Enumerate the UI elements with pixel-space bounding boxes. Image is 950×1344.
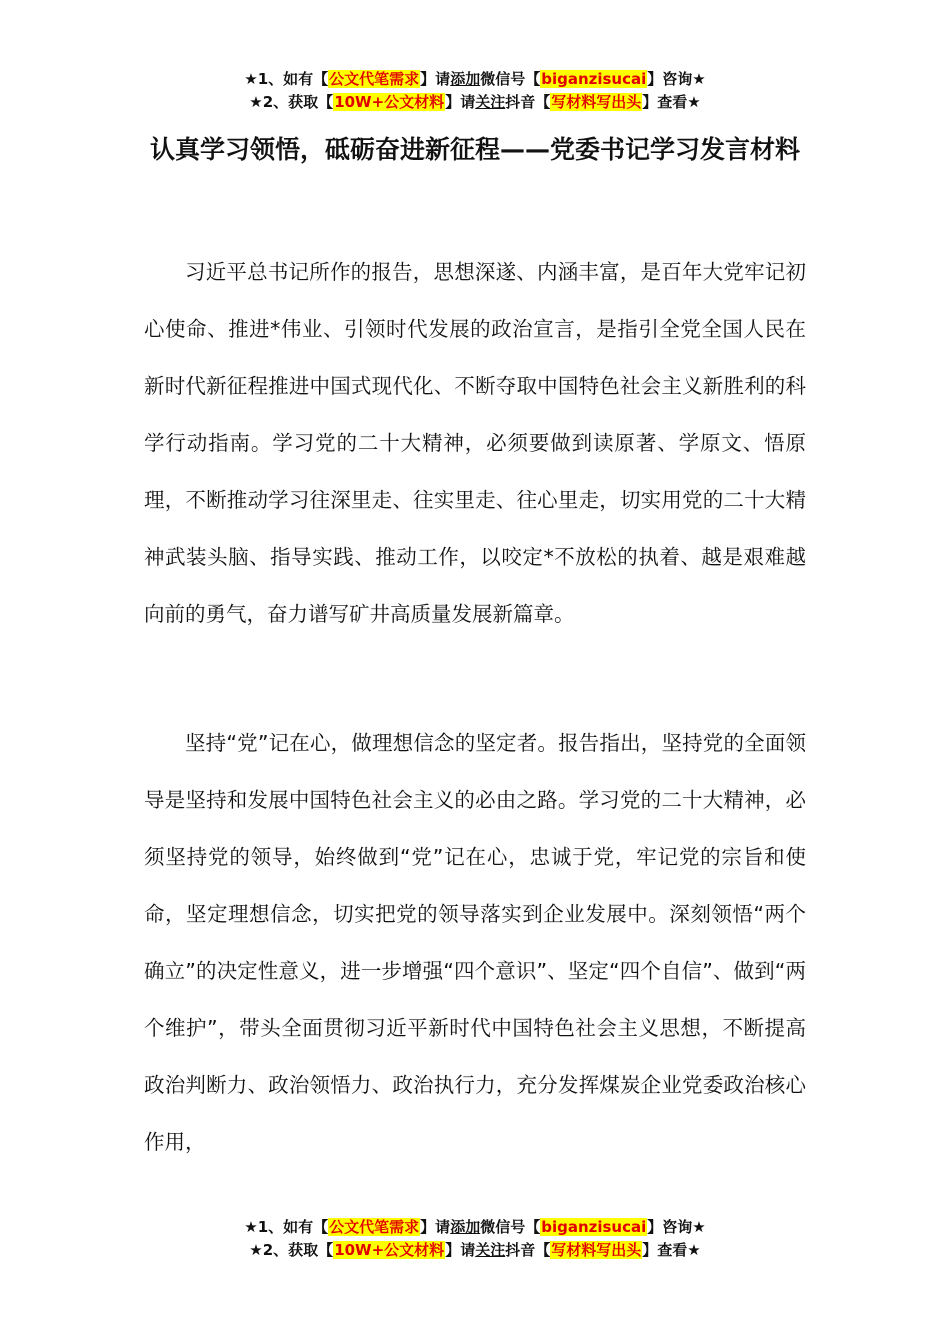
body-paragraph-2: 坚持“党”记在心，做理想信念的坚定者。报告指出，坚持党的全面领导是坚持和发展中国特色社会主义的必由之路。学习党的二十大精神，必须坚持党的领导，始终做到“党”记在心，忠诚于党，牢记党的宗旨和使命，坚定理想信念，切实把党的领导落实到企业发展中。深刻领悟“两个确立”的决定性意义，进一步增强“四个意识”、坚定“四个自信”、做到“两个维护”，带头全面贯彻习近平新时代中国特色社会主义思想，不断提高政治判断力、政治领悟力、政治执行力，充分发挥煤炭企业党委政治核心作用， bbox=[144, 731, 806, 1154]
document-title: 认真学习领悟，砥砺奋进新征程——党委书记学习发言材料 bbox=[149, 135, 800, 164]
promo-line-1: ★1、如有【公文代笔需求】请添加微信号【biganzisucai】咨询★ bbox=[244, 70, 706, 88]
promo-need-highlight: 公文代笔需求 bbox=[329, 70, 420, 88]
promo-line-2: ★2、获取【10W+公文材料】请关注抖音【写材料写出头】查看★ bbox=[249, 1241, 701, 1259]
promo-douyin-account: 写材料写出头 bbox=[551, 93, 642, 111]
promo-line-2: ★2、获取【10W+公文材料】请关注抖音【写材料写出头】查看★ bbox=[249, 93, 701, 111]
promo-need-highlight: 公文代笔需求 bbox=[329, 1218, 420, 1236]
header-promo-banner bbox=[0, 68, 950, 114]
footer-promo-banner bbox=[0, 1216, 950, 1262]
promo-line-1: ★1、如有【公文代笔需求】请添加微信号【biganzisucai】咨询★ bbox=[244, 1218, 706, 1236]
promo-wechat-id: biganzisucai bbox=[541, 70, 647, 88]
body-paragraph-1: 习近平总书记所作的报告，思想深遂、内涵丰富，是百年大党牢记初心使命、推进*伟业、引领时代发展的政治宣言，是指引全党全国人民在新时代新征程推进中国式现代化、不断夺取中国特色社会主义新胜利的科学行动指南。学习党的二十大精神，必须要做到读原著、学原文、悟原理，不断推动学习往深里走、往实里走、往心里走，切实用党的二十大精神武装头脑、指导实践、推动工作，以咬定*不放松的执着、越是艰难越向前的勇气，奋力谱写矿井高质量发展新篇章。 bbox=[144, 260, 806, 626]
promo-materials-highlight: 10W+公文材料 bbox=[334, 93, 445, 111]
promo-douyin-account: 写材料写出头 bbox=[551, 1241, 642, 1259]
promo-wechat-id: biganzisucai bbox=[541, 1218, 647, 1236]
promo-materials-highlight: 10W+公文材料 bbox=[334, 1241, 445, 1259]
